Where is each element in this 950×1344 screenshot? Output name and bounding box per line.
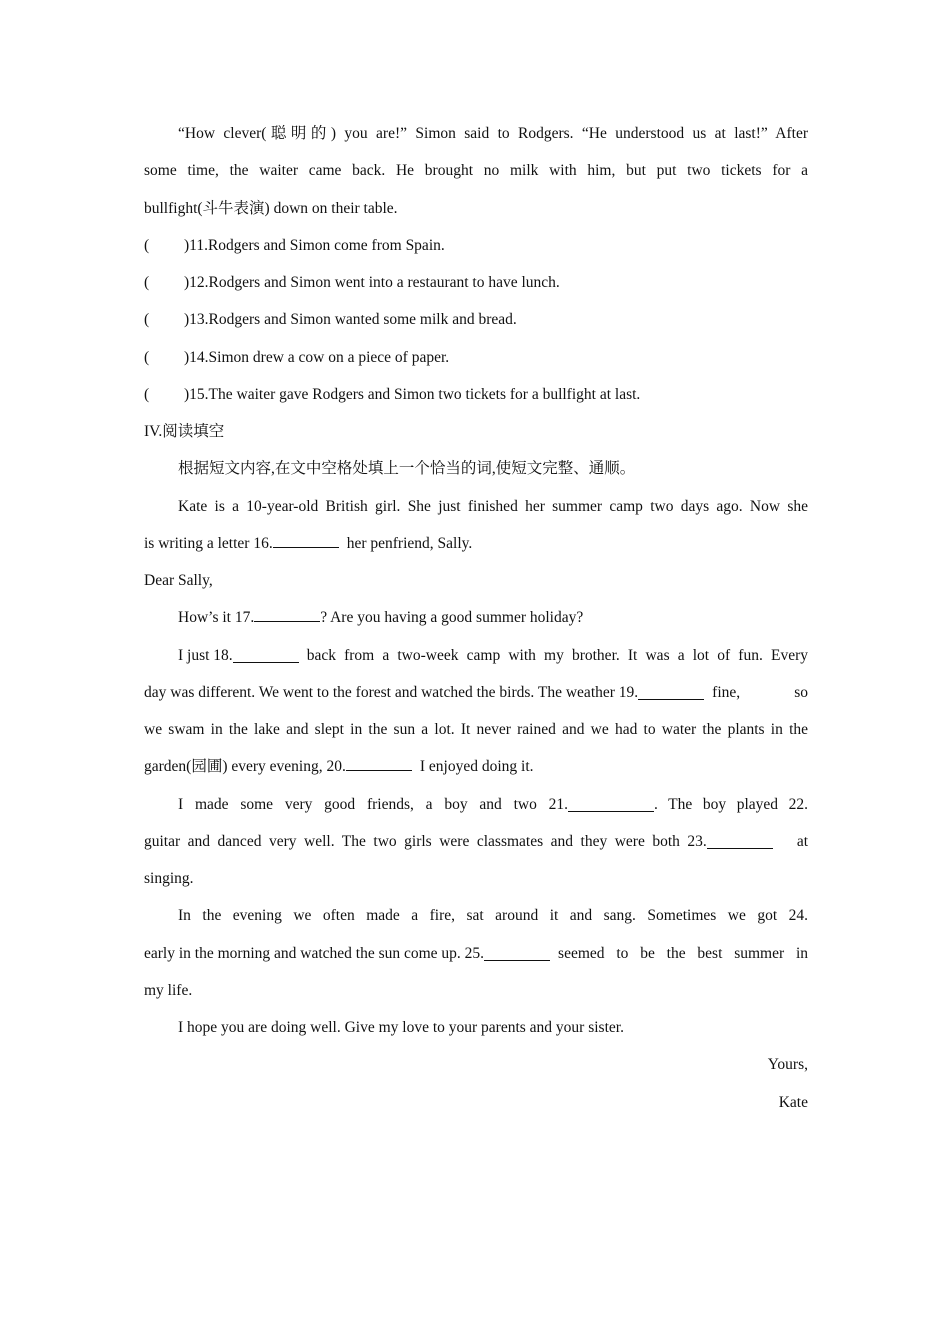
question-text: 15.The waiter gave Rodgers and Simon two tickets for a bullfight at last. xyxy=(189,385,641,403)
question-text: 11.Rodgers and Simon come from Spain. xyxy=(189,236,445,254)
blank-17[interactable] xyxy=(254,607,320,622)
tf-question-11: ( )11.Rodgers and Simon come from Spain. xyxy=(144,227,808,264)
passage-line-3: bullfight(斗牛表演) down on their table. xyxy=(144,199,398,217)
tf-question-14: ( )14.Simon drew a cow on a piece of paper. xyxy=(144,339,808,376)
letter-para-1: How’s it 17. ? Are you having a good summer holiday? xyxy=(178,609,584,627)
document-page xyxy=(144,115,808,1121)
letter-closing: Yours, xyxy=(767,1056,808,1074)
letter-para-2-line-1: I just 18. back from a two-week camp with my brother. It was a lot of fun. Every xyxy=(178,646,808,664)
letter-para-2-line-3: we swam in the lake and slept in the sun a lot. It never rained and we had to water the plants in the xyxy=(144,721,808,738)
blank-23[interactable] xyxy=(707,834,773,849)
blank-25[interactable] xyxy=(484,946,550,961)
blank-19[interactable] xyxy=(638,685,704,700)
letter-para-2-line-4: garden(园圃) every evening, 20. I enjoyed doing it. xyxy=(144,758,534,776)
question-text: 13.Rodgers and Simon wanted some milk and bread. xyxy=(189,311,517,329)
intro-line-2: is writing a letter 16. her penfriend, Sally. xyxy=(144,534,473,552)
letter-para-5: I hope you are doing well. Give my love to your parents and your sister. xyxy=(178,1019,624,1036)
question-text: 12.Rodgers and Simon went into a restaurant to have lunch. xyxy=(189,274,560,291)
tf-question-12: ( )12.Rodgers and Simon went into a restaurant to have lunch. xyxy=(144,264,808,301)
letter-para-4-line-2: early in the morning and watched the sun come up. 25. seemed to be the best summer in xyxy=(144,944,808,962)
answer-bracket[interactable]: ( xyxy=(144,348,150,366)
letter-para-4-line-3: my life. xyxy=(144,981,193,999)
letter-para-3-line-1: I made some very good friends, a boy and two 21. . The boy played 22. xyxy=(178,795,808,813)
passage-line-2: some time, the waiter came back. He brought no milk with him, but put two tickets for a xyxy=(144,162,808,180)
answer-bracket[interactable]: ( xyxy=(144,274,150,291)
answer-bracket[interactable]: ( xyxy=(144,236,150,254)
salutation: Dear Sally, xyxy=(144,572,213,589)
letter-para-4-line-1: In the evening we often made a fire, sat around it and sang. Sometimes we got 24. xyxy=(178,907,808,925)
section-instruction: 根据短文内容,在文中空格处填上一个恰当的词,使短文完整、通顺。 xyxy=(178,460,636,478)
letter-para-3-line-3: singing. xyxy=(144,870,194,887)
passage-line-1: “How clever(聪明的) you are!” Simon said to Rodgers. “He understood us at last!” After xyxy=(178,125,808,142)
blank-21[interactable] xyxy=(568,797,654,812)
tf-question-15: ( )15.The waiter gave Rodgers and Simon two tickets for a bullfight at last. xyxy=(144,376,808,413)
blank-16[interactable] xyxy=(273,533,339,548)
tf-question-13: ( )13.Rodgers and Simon wanted some milk and bread. xyxy=(144,301,808,338)
answer-bracket[interactable]: ( xyxy=(144,385,150,403)
question-text: 14.Simon drew a cow on a piece of paper. xyxy=(189,348,450,366)
letter-para-2-line-2: day was different. We went to the forest and watched the birds. The weather 19. fine, so xyxy=(144,683,808,701)
blank-18[interactable] xyxy=(233,648,299,663)
section-heading: IV.阅读填空 xyxy=(144,423,225,440)
blank-20[interactable] xyxy=(346,756,412,771)
intro-line-1: Kate is a 10-year-old British girl. She just finished her summer camp two days ago. Now she xyxy=(178,497,808,515)
answer-bracket[interactable]: ( xyxy=(144,311,150,329)
letter-para-3-line-2: guitar and danced very well. The two girls were classmates and they were both 23. at xyxy=(144,832,808,850)
letter-signature: Kate xyxy=(778,1093,808,1111)
